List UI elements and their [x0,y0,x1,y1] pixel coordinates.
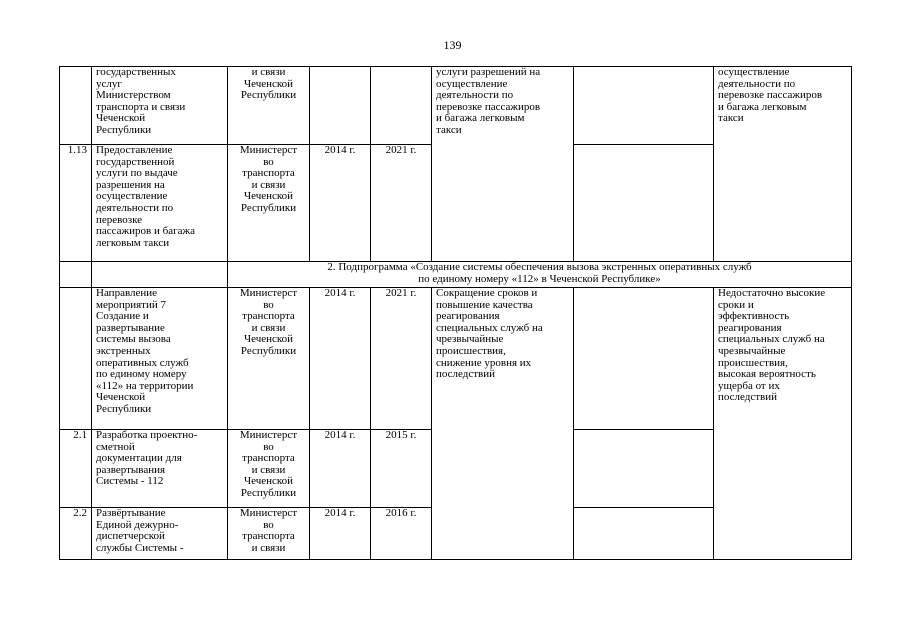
table-row [60,67,852,145]
measure-name: Направление мероприятий 7 Создание и развертывание системы вызова экстренных оперативных служб по единому номеру «112» на территории Чеченской Республики [92,288,228,430]
row-number: 1.13 [60,145,92,262]
end-year: 2015 г. [371,430,432,508]
table-row [60,288,852,430]
start-year: 2014 г. [310,430,371,508]
empty-cell [574,67,714,145]
row-number [60,67,92,145]
expected-result: услуги разрешений на осуществление деятельности по перевозке пассажиров и багажа легковым такси [432,67,574,262]
row-number: 2.2 [60,508,92,560]
measure-name: государственных услуг Министерством транспорта и связи Чеченской Республики [92,67,228,145]
subprogram-title: 2. Подпрограмма «Создание системы обеспечения вызова экстренных оперативных служб по единому номеру «112» в Чеченской Республике» [228,262,852,288]
section-row [60,262,852,288]
empty-cell [574,145,714,262]
executor: Министерст во транспорта и связи [228,508,310,560]
empty-cell [574,288,714,430]
end-year [371,67,432,145]
page-number: 139 [443,38,462,52]
row-number [60,288,92,430]
end-year: 2021 г. [371,145,432,262]
measure-name: Разработка проектно- сметной документации для развертывания Системы - 112 [92,430,228,508]
empty-cell [60,262,92,288]
start-year: 2014 г. [310,288,371,430]
non-implementation-consequence: осуществление деятельности по перевозке пассажиров и багажа легковым такси [714,67,852,262]
expected-result: Сокращение сроков и повышение качества реагирования специальных служб на чрезвычайные происшествия, снижение уровня их последствий [432,288,574,560]
start-year [310,67,371,145]
start-year: 2014 г. [310,508,371,560]
row-number: 2.1 [60,430,92,508]
measure-name: Развёртывание Единой дежурно- диспетчерской службы Системы - [92,508,228,560]
executor: и связи Чеченской Республики [228,67,310,145]
executor: Министерст во транспорта и связи Чеченской Республики [228,145,310,262]
empty-cell [574,430,714,508]
empty-cell [574,508,714,560]
end-year: 2016 г. [371,508,432,560]
measure-name: Предоставление государственной услуги по выдаче разрешения на осуществление деятельности по перевозке пассажиров и багажа легковым такси [92,145,228,262]
measures-table [59,66,852,560]
end-year: 2021 г. [371,288,432,430]
start-year: 2014 г. [310,145,371,262]
executor: Министерст во транспорта и связи Чеченской Республики [228,288,310,430]
empty-cell [92,262,228,288]
non-implementation-consequence: Недостаточно высокие сроки и эффективность реагирования специальных служб на чрезвычайные происшествия, высокая вероятность ущерба от их последствий [714,288,852,560]
executor: Министерст во транспорта и связи Чеченской Республики [228,430,310,508]
